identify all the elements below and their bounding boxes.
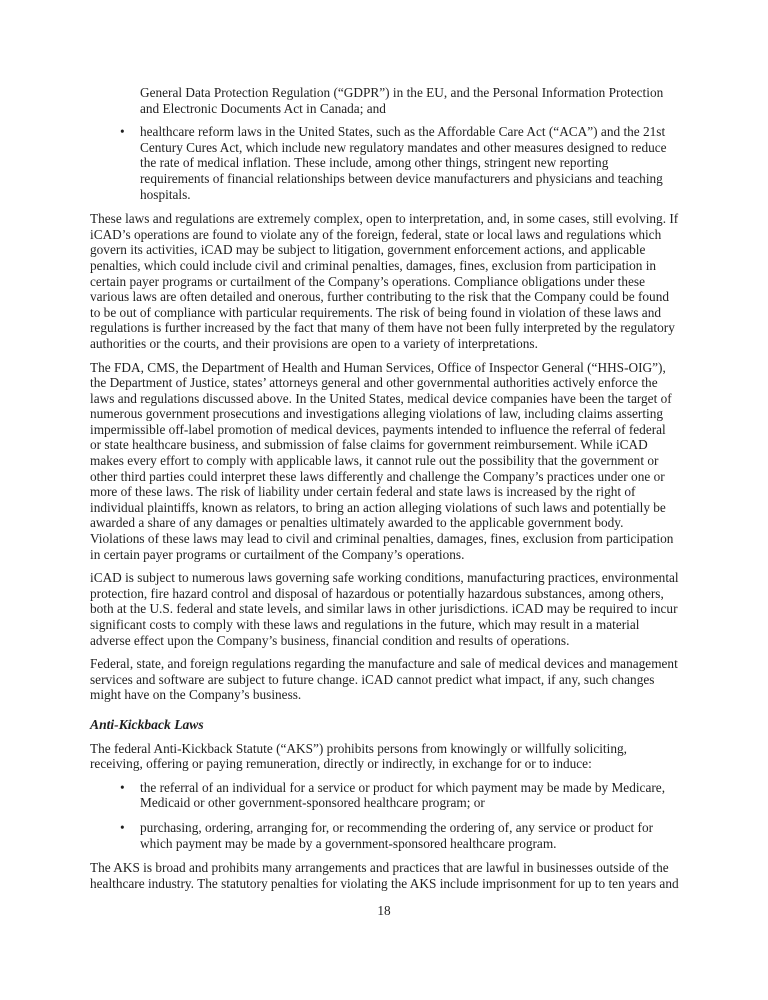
list-item-continuation: General Data Protection Regulation (“GDPR”) in the EU, and the Personal Information Protection and Electronic Documents Act in Canada; and [140, 85, 664, 116]
list-item [90, 780, 680, 811]
page-number: 18 [377, 903, 391, 918]
list-item-text: purchasing, ordering, arranging for, or recommending the ordering of, any service or product for which payment may be made by a government-sponsored healthcare program. [140, 819, 654, 851]
list-item [90, 124, 680, 202]
paragraph-future-regulation: Federal, state, and foreign regulations regarding the manufacture and sale of medical devices and management services and software are subject to future change. iCAD cannot predict what impact, if any, such changes might have on the Company’s business. [90, 656, 678, 703]
page-content [90, 85, 680, 899]
paragraph-compliance-risk: These laws and regulations are extremely complex, open to interpretation, and, in some cases, still evolving. If iCAD’s operations are found to violate any of the foreign, federal, state or local laws and regulations which govern its activities, iCAD may be subject to litigation, government enforcement actions, and applicable penalties, which could include civil and criminal penalties, damages, fines, exclusion from participation in certain payer programs or curtailment of the Company’s operations. Compliance obligations under these various laws are often detailed and onerous, further contributing to the risk that the Company could be found to be out of compliance with particular requirements. The risk of being found in violation of these laws and regulations is further increased by the fact that many of them have not been fully interpreted by the regulatory authorities or the courts, and their provisions are open to a variety of interpretations. [90, 211, 679, 351]
bullet-marker: • [120, 779, 125, 795]
bullet-marker: • [120, 819, 125, 835]
section-heading-anti-kickback: Anti-Kickback Laws [90, 716, 204, 732]
list-item-text: the referral of an individual for a service or product for which payment may be made by Medicare, Medicaid or other government-sponsored healthcare program; or [140, 779, 666, 811]
paragraph-aks-intro: The federal Anti-Kickback Statute (“AKS”) prohibits persons from knowingly or willfully soliciting, receiving, offering or paying remuneration, directly or indirectly, in exchange for or to induce: [90, 740, 627, 772]
paragraph-enforcement: The FDA, CMS, the Department of Health and Human Services, Office of Inspector General (“HHS-OIG”), the Department of Justice, states’ attorneys general and other governmental authorities actively enforce the laws and regulations discussed above. In the United States, medical device companies have been the target of numerous government prosecutions and investigations alleging violations of law, including claims asserting impermissible off-label promotion of medical devices, payments intended to influence the referral of federal or state healthcare business, and submission of false claims for government reimbursement. While iCAD makes every effort to comply with applicable laws, it cannot rule out the possibility that the government or other third parties could interpret these laws differently and challenge the Company’s practices under one or more of these laws. The risk of liability under certain federal and state laws is increased by the right of individual plaintiffs, known as relators, to bring an action alleging violations of such laws and potentially be awarded a share of any damages or penalties ultimately awarded to the applicable government body. Violations of these laws may lead to civil and criminal penalties, damages, fines, exclusion from participation in certain payer programs or curtailment of the Company’s operations. [90, 359, 674, 562]
list-item [90, 820, 680, 851]
list-item-text: healthcare reform laws in the United States, such as the Affordable Care Act (“ACA”) and the 21st Century Cures Act, which include new regulatory mandates and other measures designed to reduce the rate of medical inflation. These include, among other things, stringent new reporting requirements of financial relationships between device manufacturers and physicians and teaching hospitals. [140, 124, 667, 202]
paragraph-workplace-laws: iCAD is subject to numerous laws governing safe working conditions, manufacturing practices, environmental protection, fire hazard control and disposal of hazardous or potentially hazardous substances, among others, both at the U.S. federal and state levels, and similar laws in other jurisdictions. iCAD may be required to incur significant costs to comply with these laws and regulations in the future, which may result in a material adverse effect upon the Company’s business, financial condition and results of operations. [90, 570, 679, 648]
paragraph-aks-closing: The AKS is broad and prohibits many arrangements and practices that are lawful in businesses outside of the healthcare industry. The statutory penalties for violating the AKS include imprisonment for up to ten years and [90, 860, 679, 891]
bullet-marker: • [120, 124, 125, 140]
